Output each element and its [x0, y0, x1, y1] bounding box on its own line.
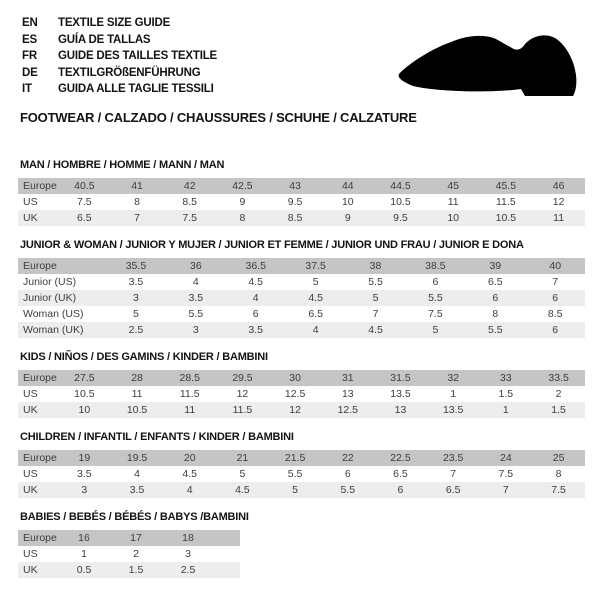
size-cell: 2.5: [162, 562, 214, 578]
row-label: Junior (UK): [18, 290, 106, 306]
size-table-section-junior: [18, 239, 585, 338]
size-cell: 13.5: [427, 402, 480, 418]
size-cell: 19.5: [111, 450, 164, 466]
size-cell: 6: [432, 275, 439, 288]
size-cell: 5: [133, 307, 139, 320]
size-table-babies: [18, 530, 240, 578]
size-cell: 7: [111, 210, 164, 226]
size-cell: 1: [480, 402, 533, 418]
size-cell: 36: [166, 258, 226, 274]
size-cell: 6: [374, 482, 427, 498]
size-cell: 6: [465, 290, 525, 306]
size-cell: 7: [552, 275, 559, 288]
size-cell: 46: [532, 178, 585, 194]
language-code: ES: [22, 33, 37, 46]
spacer-cell: [214, 530, 240, 546]
size-cell: 1: [81, 547, 87, 560]
size-tables-container: [18, 159, 585, 578]
size-cell: 18: [162, 530, 214, 546]
size-cell: 1.5: [498, 387, 514, 400]
row-label: US: [23, 547, 38, 560]
size-cell: 8.5: [547, 307, 563, 320]
row-label: UK: [18, 482, 58, 498]
size-cell: 20: [163, 450, 216, 466]
size-cell: 13: [374, 402, 427, 418]
size-cell: 2: [133, 547, 139, 560]
size-cell: 12: [269, 402, 322, 418]
size-cell: 7.5: [428, 307, 443, 320]
size-cell: 45.5: [480, 178, 533, 194]
size-cell: 4.5: [182, 467, 198, 480]
size-cell: 5: [405, 322, 465, 338]
size-cell: 10: [58, 402, 111, 418]
size-cell: 27.5: [58, 370, 111, 386]
size-cell: 10.5: [74, 387, 95, 400]
row-label: Europe: [18, 178, 58, 194]
row-label: UK: [18, 402, 58, 418]
row-label: US: [23, 195, 38, 208]
table-row: [18, 530, 240, 546]
size-cell: 0.5: [58, 562, 110, 578]
size-cell: 6.5: [427, 482, 480, 498]
language-code: IT: [22, 83, 32, 95]
size-cell: 10: [427, 210, 480, 226]
size-cell: 44.5: [374, 178, 427, 194]
size-cell: 1: [450, 387, 457, 400]
size-cell: 6.5: [308, 307, 323, 320]
size-table-kids: [18, 370, 585, 418]
table-row: [18, 450, 585, 466]
size-cell: 43: [269, 178, 322, 194]
size-cell: 33: [480, 370, 533, 386]
size-cell: 5: [312, 275, 319, 288]
size-cell: 4: [192, 275, 199, 288]
size-cell: 1.5: [110, 562, 162, 578]
size-cell: 21.5: [269, 450, 322, 466]
size-cell: 4: [163, 482, 216, 498]
size-table-section-babies: [18, 511, 585, 578]
size-cell: 22.5: [374, 450, 427, 466]
category-title: FOOTWEAR / CALZADO / CHAUSSURES / SCHUHE / CALZATURE: [20, 109, 417, 125]
language-label: TEXTILE SIZE GUIDE: [58, 17, 171, 29]
spacer-cell: [214, 562, 240, 578]
size-cell: 2.5: [106, 322, 166, 338]
language-code: FR: [22, 50, 37, 62]
table-row: [18, 178, 585, 194]
size-cell: 3.5: [128, 275, 144, 288]
size-cell: 11: [163, 402, 216, 418]
size-cell: 3: [106, 290, 166, 306]
size-cell: 5.5: [188, 307, 204, 320]
size-cell: 6.5: [393, 467, 408, 480]
size-cell: 6: [344, 467, 351, 480]
size-cell: 22: [321, 450, 374, 466]
table-row: [18, 466, 585, 482]
size-cell: 4.5: [248, 275, 264, 288]
table-title-children: CHILDREN / INFANTIL / ENFANTS / KINDER / BAMBINI: [20, 430, 294, 443]
size-cell: 39: [465, 258, 525, 274]
table-row: [18, 370, 585, 386]
size-cell: 7.5: [77, 195, 92, 208]
size-cell: 16: [58, 530, 110, 546]
row-label: Woman (UK): [18, 322, 106, 338]
size-cell: 6: [525, 322, 585, 338]
size-cell: 6: [252, 307, 259, 320]
size-cell: 3: [58, 482, 111, 498]
size-cell: 11.5: [496, 195, 516, 208]
size-table-children: [18, 450, 585, 498]
language-code: EN: [22, 17, 38, 29]
size-cell: 25: [532, 450, 585, 466]
size-cell: 13: [341, 387, 354, 400]
size-cell: 11.5: [216, 402, 269, 418]
size-table-man: [18, 178, 585, 226]
size-cell: 3: [185, 547, 191, 560]
row-label: US: [23, 387, 38, 400]
size-cell: 5: [269, 482, 322, 498]
language-label: GUIDA ALLE TAGLIE TESSILI: [58, 83, 214, 95]
size-cell: 10.5: [480, 210, 533, 226]
size-cell: 4: [134, 467, 140, 480]
table-title-junior: JUNIOR & WOMAN / JUNIOR Y MUJER / JUNIOR ET FEMME / JUNIOR UND FRAU / JUNIOR E DONA: [20, 238, 524, 251]
table-title-kids: KIDS / NIÑOS / DES GAMINS / KINDER / BAMBINI: [20, 350, 268, 363]
size-cell: 42.5: [216, 178, 269, 194]
row-label: UK: [18, 562, 58, 578]
size-cell: 19: [58, 450, 111, 466]
size-cell: 2: [555, 387, 562, 400]
table-row: [18, 402, 585, 418]
size-cell: 28.5: [163, 370, 216, 386]
language-code: DE: [22, 66, 38, 79]
size-cell: 6.5: [58, 210, 111, 226]
size-cell: 28: [111, 370, 164, 386]
size-cell: 4.5: [286, 290, 346, 306]
size-cell: 37.5: [286, 258, 346, 274]
size-cell: 38.5: [405, 258, 465, 274]
size-cell: 5.5: [368, 275, 383, 288]
size-cell: 1.5: [532, 402, 585, 418]
table-row: [18, 562, 240, 578]
size-cell: 5.5: [405, 290, 465, 306]
size-cell: 8: [134, 195, 140, 208]
size-cell: 7: [372, 307, 379, 320]
size-cell: 8: [555, 467, 562, 480]
size-cell: 7: [450, 467, 457, 480]
size-cell: 3: [166, 322, 226, 338]
size-cell: 10.5: [111, 402, 164, 418]
size-cell: 3.5: [166, 290, 226, 306]
size-cell: 17: [110, 530, 162, 546]
row-label: Europe: [18, 370, 58, 386]
size-cell: 9: [239, 195, 246, 208]
size-cell: 8.5: [182, 195, 198, 208]
size-cell: 3.5: [226, 322, 286, 338]
size-cell: 11: [131, 387, 143, 400]
size-cell: 23.5: [427, 450, 480, 466]
size-cell: 6.5: [487, 275, 503, 288]
table-row: [18, 546, 240, 562]
row-label: Europe: [18, 258, 106, 274]
size-cell: 6: [525, 290, 585, 306]
size-cell: 33.5: [532, 370, 585, 386]
size-cell: 5: [239, 467, 246, 480]
size-cell: 41: [111, 178, 164, 194]
table-row: [18, 386, 585, 402]
size-cell: 35.5: [106, 258, 166, 274]
size-cell: 8: [216, 210, 269, 226]
size-cell: 9.5: [374, 210, 427, 226]
size-table-section-children: [18, 431, 585, 498]
size-cell: 12: [236, 387, 249, 400]
size-cell: 40.5: [58, 178, 111, 194]
size-cell: 38: [346, 258, 406, 274]
size-cell: 45: [427, 178, 480, 194]
table-row: [18, 210, 585, 226]
size-cell: 24: [480, 450, 533, 466]
size-cell: 9.5: [287, 195, 303, 208]
size-table-section-kids: [18, 351, 585, 418]
size-cell: 4: [286, 322, 346, 338]
size-cell: 3.5: [111, 482, 164, 498]
size-table-section-man: [18, 159, 585, 226]
row-label: US: [23, 467, 38, 480]
size-cell: 4.5: [346, 322, 406, 338]
table-row: [18, 274, 585, 290]
table-title-man: MAN / HOMBRE / HOMME / MANN / MAN: [20, 158, 225, 171]
size-cell: 10.5: [390, 195, 411, 208]
size-cell: 40: [525, 258, 585, 274]
table-row: [18, 194, 585, 210]
size-cell: 13.5: [390, 387, 411, 400]
language-label: GUIDE DES TAILLES TEXTILE: [58, 50, 217, 62]
row-label: Woman (US): [23, 307, 84, 320]
spacer-cell: [214, 546, 240, 562]
size-cell: 5.5: [321, 482, 374, 498]
size-cell: 4.5: [216, 482, 269, 498]
size-cell: 7.5: [498, 467, 514, 480]
size-cell: 11: [447, 195, 459, 208]
size-cell: 4: [226, 290, 286, 306]
size-cell: 8: [492, 307, 499, 320]
size-cell: 29.5: [216, 370, 269, 386]
size-cell: 36.5: [226, 258, 286, 274]
table-title-babies: BABIES / BEBÉS / BÉBÉS / BABYS /BAMBINI: [20, 510, 249, 523]
size-cell: 5.5: [465, 322, 525, 338]
dress-shoe-icon: [393, 30, 578, 100]
size-cell: 7.5: [532, 482, 585, 498]
size-cell: 11: [532, 210, 585, 226]
table-row: [18, 306, 585, 322]
size-cell: 32: [427, 370, 480, 386]
size-cell: 5: [346, 290, 406, 306]
size-cell: 7: [480, 482, 533, 498]
size-cell: 21: [216, 450, 269, 466]
language-label: GUÍA DE TALLAS: [58, 33, 151, 46]
size-cell: 42: [163, 178, 216, 194]
language-label: TEXTILGRÖßENFÜHRUNG: [58, 66, 201, 79]
size-cell: 9: [321, 210, 374, 226]
size-cell: 3.5: [77, 467, 92, 480]
row-label: Junior (US): [23, 275, 77, 288]
table-row: [18, 322, 585, 338]
table-row: [18, 482, 585, 498]
size-cell: 8.5: [269, 210, 322, 226]
row-label: Europe: [18, 530, 58, 546]
size-cell: 12.5: [284, 387, 306, 400]
row-label: UK: [18, 210, 58, 226]
size-cell: 30: [269, 370, 322, 386]
size-table-junior: [18, 258, 585, 338]
table-row: [18, 258, 585, 274]
size-cell: 31.5: [374, 370, 427, 386]
size-cell: 7.5: [163, 210, 216, 226]
size-cell: 10: [341, 195, 354, 208]
size-cell: 12: [552, 195, 565, 208]
row-label: Europe: [18, 450, 58, 466]
table-row: [18, 290, 585, 306]
size-cell: 44: [321, 178, 374, 194]
size-cell: 11.5: [179, 387, 200, 400]
size-cell: 31: [321, 370, 374, 386]
size-cell: 12.5: [321, 402, 374, 418]
size-cell: 5.5: [287, 467, 303, 480]
